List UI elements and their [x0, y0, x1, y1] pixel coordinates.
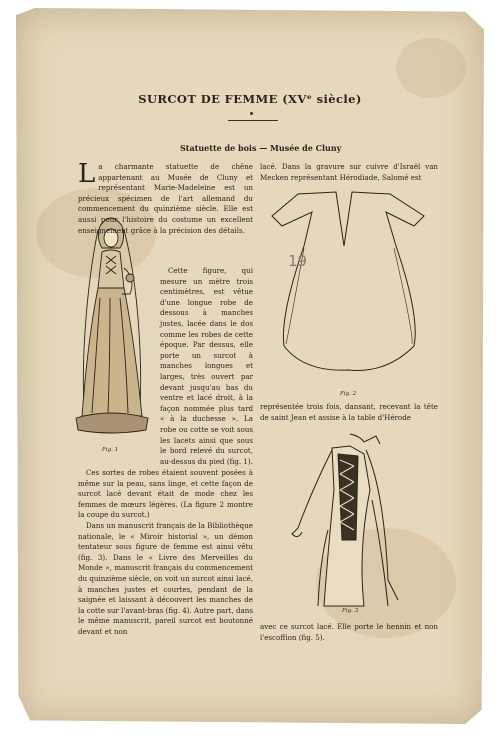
description-text: Cette figure, qui mesure un mètre trois centimètres, est vêtue d'une longue robe de dessous à manches justes, lacée dans le dos comme les robes de cette époque. Par dessus, elle porte un surcot à manches longues et larges, très ouvert par devant jusqu'au bas du ventre et lacé droit, à la façon nommée plus tard « à la duchesse ». La robe ou cotte se voit sous les lacets ainsi que sous le bord relevé du surcot, au-dessus du pied (fig. 1).: [160, 266, 253, 466]
right-bottom-text: avec ce surcot lacé. Elle porte le hennin et non l'escoffion (fig. 5).: [260, 622, 438, 642]
statuette-figure: [70, 208, 152, 438]
laced-surcot-figure: [288, 430, 428, 612]
handwritten-number: 19: [288, 252, 308, 270]
drop-cap: L: [78, 159, 96, 189]
paragraph-robes: Ces sortes de robes étaient souvent posées à même sur la peau, sans linge, et cette façon de surcot lacé devant était de mode chez les femmes de mœurs légères. (La figure 2 montre la coupe du surcot.): [78, 468, 253, 520]
right-middle-text: représentée trois fois, dansant, recevant la tête de saint Jean et assise à la table d'Hérode: [260, 402, 438, 422]
title-rule: [228, 120, 278, 121]
figure-1-caption: Fig. 1: [102, 447, 119, 453]
title-ornament-dot: [250, 112, 253, 115]
page-title: SURCOT DE FEMME (XVᵉ siècle): [138, 92, 362, 106]
pattern-diagram-figure: [268, 186, 430, 386]
left-description-paragraph: [160, 266, 253, 467]
left-intro-paragraph: [78, 159, 253, 236]
intro-text: a charmante statuette de chêne appartenant au Musée de Cluny et représentant Marie-Madeleine est un précieux spécimen de l'art allemand du commencement du quinzième siècle. Elle est aussi pour l'histoire du costume un excellent enseignement grâce à la précision des détails.: [78, 162, 253, 235]
right-top-text: lacé. Dans la gravure sur cuivre d'Israël van Mecken représentant Hérodiade, Salomé est: [260, 162, 438, 182]
figure-2-caption: Fig. 2: [340, 391, 357, 397]
left-full-paragraphs: [78, 468, 253, 638]
section-subtitle: Statuette de bois — Musée de Cluny: [180, 143, 342, 153]
stain: [396, 38, 466, 98]
paragraph-manuscrit: Dans un manuscrit français de la Bibliothèque nationale, le « Miroir historial », un démon tentateur sous figure de femme est ainsi vêtu (fig. 3). Dans le « Livre des Merveilles du Monde », manuscrit français du commencement du quinzième siècle, on voit un surcot ainsi lacé, à manches justes et courtes, pendant de la saignée et laissant à découvert les manches de la cotte sur l'avant-bras (fig. 4). Autre part, dans le même manuscrit, pareil surcot est boutonné devant et non: [78, 520, 253, 636]
figure-3-caption: Fig. 3: [342, 608, 359, 614]
